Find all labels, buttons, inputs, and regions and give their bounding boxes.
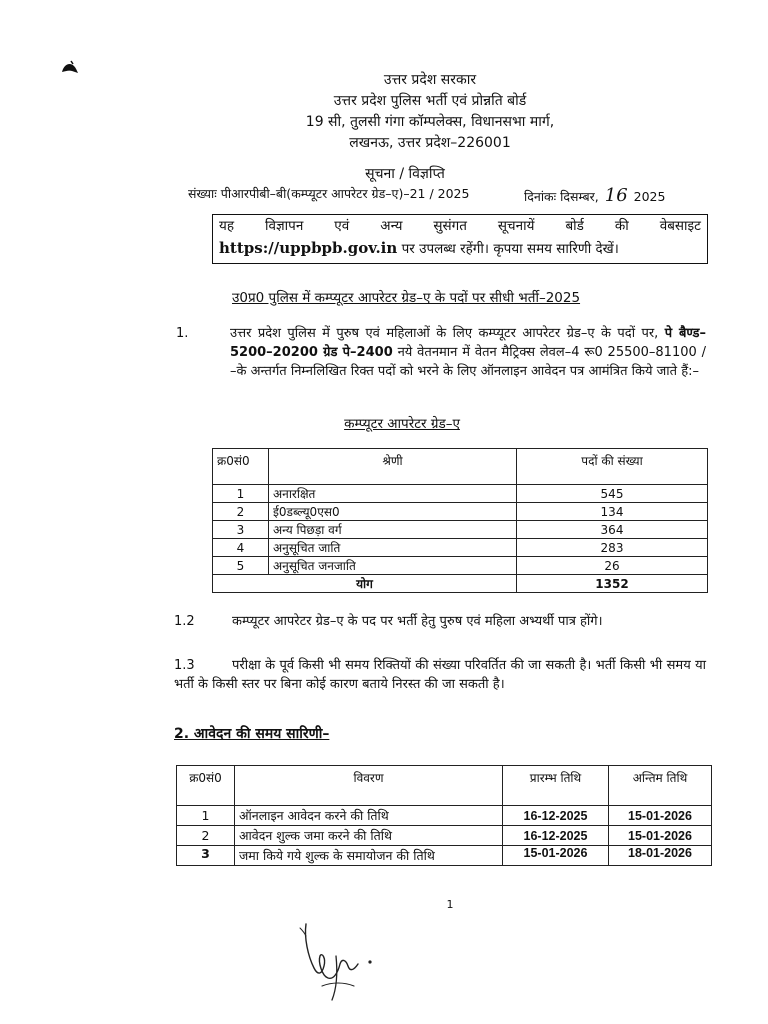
para1-3-text: परीक्षा के पूर्व किसी भी समय रिक्तियों की संख्या परिवर्तित की जा सकती है। भर्ती किसी भी समय या भर्ती के किसी स्तर पर बिना कोई कारण बताये निरस्त की जा सकती है।: [174, 658, 706, 692]
para1-3-number: 1.3: [174, 658, 195, 673]
notice-date: [524, 185, 665, 206]
letterhead-line-govt: उत्तर प्रदेश सरकार: [383, 72, 477, 88]
end-date-cell: 15-01-2026: [609, 806, 712, 826]
section2-heading: 2. आवेदन की समय सारिणी–: [174, 726, 330, 742]
para1-text-a: उत्तर प्रदेश पुलिस में पुरुष एवं महिलाओं के लिए कम्प्यूटर आपरेटर ग्रेड–ए के पदों पर,: [230, 326, 665, 341]
category-cell: अनुसूचित जनजाति: [269, 557, 517, 575]
end-date-cell: 15-01-2026: [609, 826, 712, 846]
serial-cell: 3: [213, 521, 269, 539]
category-table-header-row: [213, 449, 708, 485]
header-description: विवरण: [235, 766, 503, 806]
para1-pay-band: पे बैण्ड–5200–20200 ग्रेड पे–2400: [230, 326, 707, 360]
table-row: [213, 539, 708, 557]
date-year: 2025: [633, 189, 666, 204]
description-cell: जमा किये गये शुल्क के समायोजन की तिथि: [235, 846, 503, 866]
header-category: श्रेणी: [269, 449, 517, 485]
count-cell: 545: [517, 485, 708, 503]
end-date-cell: 18-01-2026: [609, 846, 712, 866]
recruitment-subheading: उ0प्र0 पुलिस में कम्प्यूटर आपरेटर ग्रेड–ए के पदों पर सीधी भर्ती–2025: [232, 290, 581, 306]
header-serial: क्र0सं0: [177, 766, 235, 806]
start-date-cell: 16-12-2025: [503, 806, 609, 826]
box-note-line2: [219, 237, 701, 260]
schedule-table-header-row: [177, 766, 712, 806]
serial-cell: 5: [213, 557, 269, 575]
para1-3: [174, 656, 706, 694]
total-label: योग: [213, 575, 517, 593]
letterhead: [230, 70, 630, 154]
description-cell: आवेदन शुल्क जमा करने की तिथि: [235, 826, 503, 846]
website-link[interactable]: https://uppbpb.gov.in: [219, 239, 398, 257]
para1-text-b: नये वेतनमान में वेतन मैट्रिक्स लेवल–4 रू0 25500–81100 / –के अन्तर्गत निम्नलिखित रिक्त पदों को भरने के लिए ऑनलाइन आवेदन पत्र आमंत्रित किये जाते हैं:–: [230, 345, 706, 379]
table-row: [213, 503, 708, 521]
header-serial: क्र0सं0: [213, 449, 269, 485]
count-cell: 134: [517, 503, 708, 521]
table-row: [213, 557, 708, 575]
serial-cell: 2: [213, 503, 269, 521]
total-row: [213, 575, 708, 593]
para1-2-number: 1.2: [174, 614, 195, 629]
category-table-title: कम्प्यूटर आपरेटर ग्रेड–ए: [344, 416, 460, 432]
schedule-table: [176, 765, 712, 866]
table-row: [177, 806, 712, 826]
header-end-date: अन्तिम तिथि: [609, 766, 712, 806]
letterhead-line-address: 19 सी, तुलसी गंगा कॉम्पलेक्स, विधानसभा मार्ग,: [305, 114, 555, 130]
header-start-date: प्रारम्भ तिथि: [503, 766, 609, 806]
table-row: [177, 846, 712, 866]
serial-cell: 1: [177, 806, 235, 826]
date-day: 16: [604, 185, 628, 206]
count-cell: 26: [517, 557, 708, 575]
page-number: 1: [446, 898, 454, 911]
description-cell: ऑनलाइन आवेदन करने की तिथि: [235, 806, 503, 826]
serial-cell: 2: [177, 826, 235, 846]
count-cell: 283: [517, 539, 708, 557]
signature-icon: [292, 916, 392, 1006]
serial-cell: 4: [213, 539, 269, 557]
serial-cell: 3: [177, 846, 235, 866]
count-cell: 364: [517, 521, 708, 539]
total-value: 1352: [517, 575, 708, 593]
box-note-line1: यह विज्ञापन एवं अन्य सुसंगत सूचनायें बोर्ड की वेबसाइट: [219, 218, 701, 234]
letterhead-line-board: उत्तर प्रदेश पुलिस भर्ती एवं प्रोन्नति बोर्ड: [333, 93, 527, 109]
notice-title: सूचना / विज्ञप्ति: [365, 166, 445, 182]
header-post-count: पदों की संख्या: [517, 449, 708, 485]
start-date-cell: 15-01-2026: [503, 846, 609, 866]
category-cell: अन्य पिछड़ा वर्ग: [269, 521, 517, 539]
table-row: [177, 826, 712, 846]
para1-2: [174, 612, 706, 631]
category-table: [212, 448, 708, 593]
website-notice-box: [212, 214, 708, 264]
category-cell: अनारक्षित: [269, 485, 517, 503]
table-row: [213, 485, 708, 503]
reference-line: [188, 185, 718, 206]
para1-2-text: कम्प्यूटर आपरेटर ग्रेड–ए के पद पर भर्ती हेतु पुरुष एवं महिला अभ्यर्थी पात्र होंगे।: [232, 614, 603, 629]
reference-number: संख्याः पीआरपीबी–बी(कम्प्यूटर आपरेटर ग्रेड–ए)–21 / 2025: [188, 186, 470, 201]
serial-cell: 1: [213, 485, 269, 503]
letterhead-line-city: लखनऊ, उत्तर प्रदेश–226001: [349, 135, 511, 151]
category-cell: ई0डब्ल्यू0एस0: [269, 503, 517, 521]
date-label: दिनांकः दिसम्बर,: [524, 189, 599, 204]
corner-mark-icon: [60, 58, 80, 76]
box-note-line2-text: पर उपलब्ध रहेंगी। कृपया समय सारिणी देखें।: [397, 241, 619, 257]
table-row: [213, 521, 708, 539]
category-cell: अनुसूचित जाति: [269, 539, 517, 557]
start-date-cell: 16-12-2025: [503, 826, 609, 846]
para1-number: 1.: [176, 326, 189, 341]
para1-text: [230, 324, 706, 381]
